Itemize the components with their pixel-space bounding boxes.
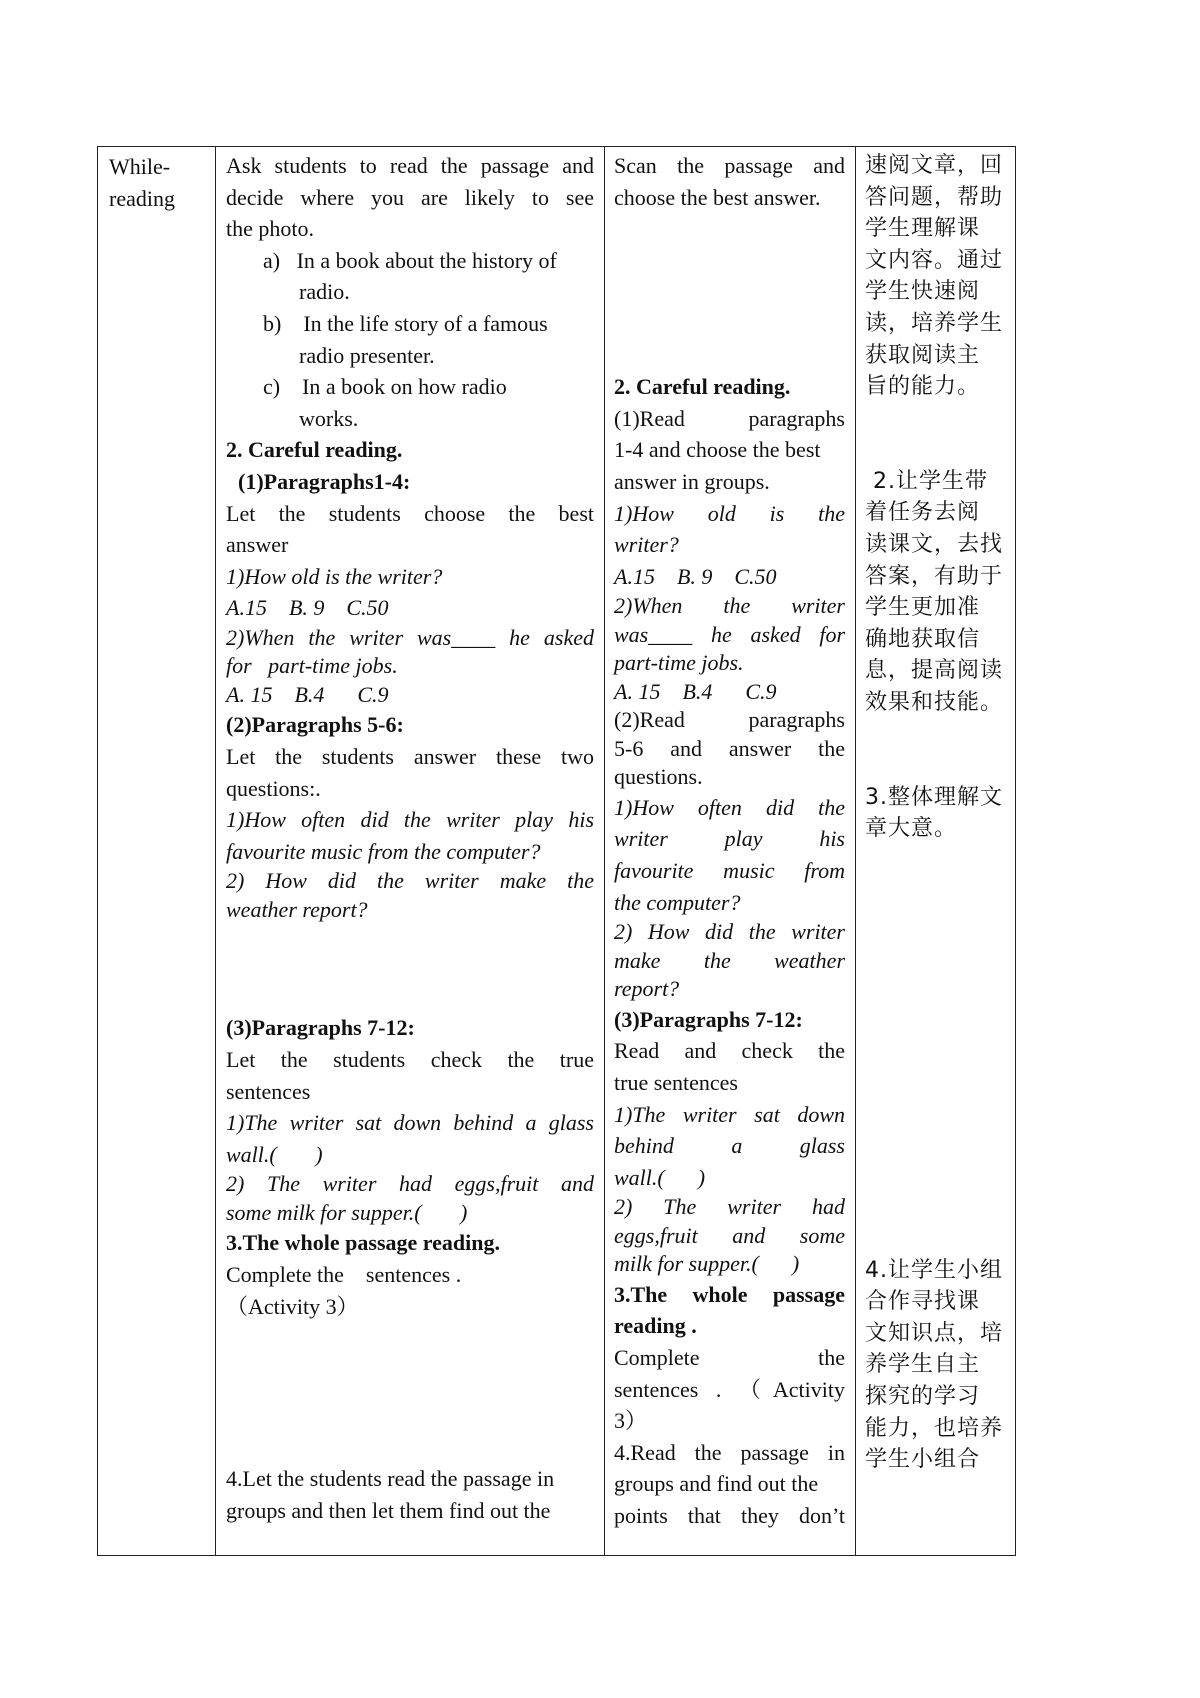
purpose-line: 4.让学生小组 [865,1257,1003,1283]
text-line: （Activity 3） [226,1293,359,1319]
text-line: questions. [614,764,703,790]
text-line: Let the students choose the best [226,500,594,526]
question: 2) The writer had [614,1194,845,1220]
question: the computer? [614,889,741,915]
stage-label: reading [109,185,175,211]
section-heading: 3.The whole passage [614,1281,845,1307]
question: part-time jobs. [614,650,744,676]
text-line: works. [299,405,359,431]
purpose-line: 旨的能力。 [865,374,981,400]
text-line: answer [226,532,289,558]
text-line: points that they don’t [614,1502,845,1528]
text-line: Scan the passage and [614,153,845,178]
question: 1)How old is the writer? [226,563,443,589]
question: wall.( ) [614,1164,706,1190]
text-line: questions:. [226,775,321,801]
question: weather report? [226,896,368,922]
text-line: Ask students to read the passage and [226,153,594,178]
text-line: Complete the sentences . [226,1261,462,1287]
section-heading: (3)Paragraphs 7-12: [226,1015,415,1041]
purpose-line: 速阅文章，回 [865,153,1004,178]
text-line: groups and then let them find out the [226,1497,551,1523]
question: make the weather [614,947,845,973]
question: 2)When the writer was____ he asked [226,624,594,650]
text-line: sentences . （Activity [614,1376,845,1402]
option-b: b) In the life story of a famous [263,310,548,336]
lesson-plan-table [97,146,1016,1556]
question: behind a glass [614,1133,845,1159]
purpose-line: 章大意。 [865,816,958,842]
text-line: answer in groups. [614,468,770,494]
question: writer play his [614,826,845,852]
purpose-cell [855,147,1017,1555]
text-line: (2)Read paragraphs [614,707,845,733]
text-line: 5-6 and answer the [614,735,845,761]
purpose-line: 养学生自主 [865,1352,981,1378]
question: favourite music from [614,858,845,884]
option-a: a) In a book about the history of [263,247,557,273]
teacher-activity-cell [215,147,604,1555]
question: 1)The writer sat down [614,1101,845,1127]
text-line: (1)Read paragraphs [614,405,845,431]
text-line: 1-4 and choose the best [614,437,821,463]
text-line: the photo. [226,216,314,242]
question: 1)How old is the [614,500,845,526]
stage-cell [98,147,215,1555]
purpose-line: 息，提高阅读 [865,658,1004,684]
section-heading: 2. Careful reading. [614,374,791,400]
question: 1)How often did the [614,794,845,820]
answer-options: A. 15 B.4 C.9 [614,678,777,704]
text-line: 4.Read the passage in [614,1439,845,1465]
text-line: decide where you are likely to see [226,184,594,210]
text-line: 4.Let the students read the passage in [226,1466,555,1492]
text-line: Let the students check the true [226,1046,594,1072]
question: some milk for supper.( ) [226,1199,468,1225]
text-line: 3） [614,1408,648,1434]
question: milk for supper.( ) [614,1251,800,1277]
text-line: Complete the [614,1344,845,1370]
purpose-line: 2.让学生带 [865,468,988,494]
question: 1)How often did the writer play his [226,807,594,833]
purpose-line: 能力，也培养 [865,1415,1004,1441]
stage-label: While- [109,154,171,179]
purpose-line: 获取阅读主 [865,342,981,368]
purpose-line: 效果和技能。 [865,689,1004,715]
question: 2) The writer had eggs,fruit and [226,1171,594,1197]
question: favourite music from the computer? [226,838,541,864]
text-line: true sentences [614,1069,738,1095]
purpose-line: 读课文，去找 [865,531,1004,557]
answer-options: A.15 B. 9 C.50 [226,595,389,621]
purpose-line: 文内容。通过 [865,247,1004,273]
section-heading: 2. Careful reading. [226,437,403,463]
question: 2) How did the writer [614,919,845,945]
purpose-line: 合作寻找课 [865,1289,981,1315]
section-heading: (2)Paragraphs 5-6: [226,712,404,738]
answer-options: A. 15 B.4 C.9 [226,681,389,707]
purpose-line: 3.整体理解文 [865,784,1003,810]
purpose-line: 探究的学习 [865,1384,981,1410]
question: wall.( ) [226,1141,323,1167]
text-line: Read and check the [614,1038,845,1064]
purpose-line: 学生理解课 [865,216,981,242]
text-line: Let the students answer these two [226,744,594,769]
purpose-line: 答问题，帮助 [865,184,1004,210]
answer-options: A.15 B. 9 C.50 [614,563,777,589]
text-line: sentences [226,1078,311,1104]
text-line: choose the best answer. [614,184,821,210]
purpose-line: 答案，有助于 [865,563,1004,589]
purpose-line: 读，培养学生 [865,310,1004,336]
text-line: radio. [299,279,350,305]
question: 2)When the writer [614,593,845,619]
question: was____ he asked for [614,621,845,647]
section-heading: reading . [614,1313,697,1339]
purpose-line: 文知识点，培 [865,1320,1004,1346]
purpose-line: 着任务去阅 [865,500,981,526]
student-activity-cell [604,147,855,1555]
question: report? [614,976,680,1002]
section-heading: (3)Paragraphs 7-12: [614,1006,803,1032]
text-line: radio presenter. [299,342,435,368]
option-c: c) In a book on how radio [263,374,507,400]
text-line: groups and find out the [614,1471,819,1497]
purpose-line: 学生小组合 [865,1447,981,1473]
question: for part-time jobs. [226,653,398,679]
question: eggs,fruit and some [614,1222,845,1248]
purpose-line: 学生更加准 [865,595,981,621]
section-heading: 3.The whole passage reading. [226,1230,501,1256]
question: writer? [614,532,679,558]
question: 1)The writer sat down behind a glass [226,1110,594,1136]
purpose-line: 学生快速阅 [865,279,981,305]
section-heading: (1)Paragraphs1-4: [238,468,411,494]
question: 2) How did the writer make the [226,868,594,894]
purpose-line: 确地获取信 [865,626,981,652]
